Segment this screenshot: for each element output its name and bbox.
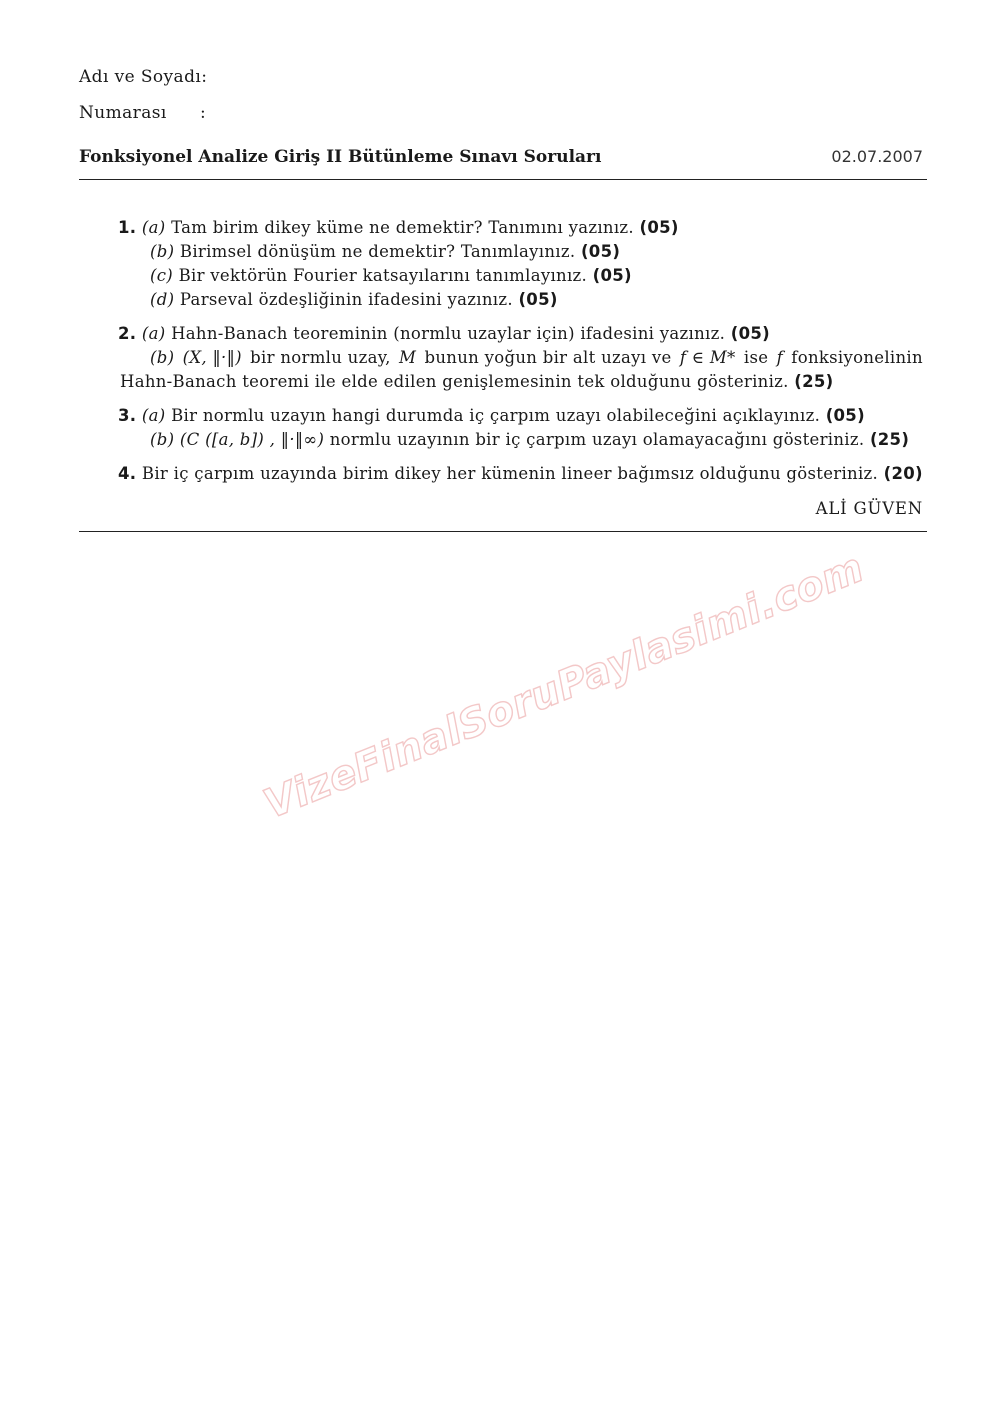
- points: (05): [592, 266, 632, 285]
- name-label: Adı ve Soyadı:: [79, 67, 208, 87]
- part-label: (c): [150, 266, 174, 285]
- question-4: [118, 464, 923, 483]
- part-label: (b): [150, 430, 175, 449]
- points: (25): [794, 372, 834, 391]
- question-number: 2.: [118, 324, 137, 343]
- number-colon: :: [200, 103, 206, 123]
- part-label: (b): [150, 242, 175, 261]
- question-number: 3.: [118, 406, 137, 425]
- points: (05): [580, 242, 621, 261]
- question-3a: [118, 406, 865, 425]
- points: (05): [518, 290, 558, 309]
- top-divider: [79, 179, 927, 180]
- question-text: Parseval özdeşliğinin ifadesini yazınız.: [179, 290, 513, 309]
- question-text: Bir normlu uzayın hangi durumda iç çarpım uzayı olabileceğini açıklayınız.: [171, 406, 821, 425]
- question-text: bir normlu uzay,: [250, 348, 391, 367]
- math-expression: f: [776, 348, 784, 367]
- question-number: 1.: [118, 218, 137, 237]
- question-text: ise: [743, 348, 769, 367]
- bottom-divider: [79, 531, 927, 532]
- points: (20): [883, 464, 923, 483]
- question-1d: [150, 290, 558, 309]
- question-2a: [118, 324, 770, 343]
- question-text: Hahn-Banach teoreminin (normlu uzaylar için) ifadesini yazınız.: [171, 324, 726, 343]
- math-expression: M: [399, 348, 417, 367]
- part-label: (a): [141, 406, 166, 425]
- exam-title: Fonksiyonel Analize Giriş II Bütünleme Sınavı Soruları: [79, 147, 602, 167]
- math-expression: (C ([a, b]) , ‖·‖∞): [179, 430, 325, 449]
- part-label: (b): [150, 348, 175, 367]
- question-number: 4.: [118, 464, 137, 483]
- question-2b-line-1: [150, 348, 923, 367]
- question-text: Bir vektörün Fourier katsayılarını tanımlayınız.: [178, 266, 588, 285]
- question-1c: [150, 266, 632, 285]
- question-1b: [150, 242, 620, 261]
- part-label: (d): [150, 290, 175, 309]
- number-label: Numarası: [79, 103, 167, 123]
- watermark: VizeFinalSoruPaylasimi.com: [257, 544, 871, 828]
- question-text: Bir iç çarpım uzayında birim dikey her kümenin lineer bağımsız olduğunu gösteriniz.: [141, 464, 879, 483]
- math-expression: f ∈ M*: [679, 348, 736, 367]
- question-text: Birimsel dönüşüm ne demektir? Tanımlayınız.: [179, 242, 576, 261]
- part-label: (a): [141, 324, 166, 343]
- points: (05): [639, 218, 679, 237]
- question-3b: [150, 430, 909, 449]
- question-text: fonksiyonelinin: [791, 348, 923, 367]
- question-2b-line-2: [120, 372, 834, 391]
- math-expression: (X, ‖·‖): [182, 348, 242, 367]
- question-text: Tam birim dikey küme ne demektir? Tanımını yazınız.: [171, 218, 634, 237]
- question-1a: [118, 218, 679, 237]
- points: (05): [825, 406, 865, 425]
- exam-date: 02.07.2007: [831, 147, 923, 166]
- part-label: (a): [141, 218, 166, 237]
- points: (05): [730, 324, 770, 343]
- question-text: normlu uzayının bir iç çarpım uzayı olamayacağını gösteriniz.: [329, 430, 865, 449]
- question-text: Hahn-Banach teoremi ile elde edilen genişlemesinin tek olduğunu gösteriniz.: [120, 372, 789, 391]
- signature: ALİ GÜVEN: [815, 499, 923, 518]
- points: (25): [869, 430, 910, 449]
- question-text: bunun yoğun bir alt uzayı ve: [424, 348, 672, 367]
